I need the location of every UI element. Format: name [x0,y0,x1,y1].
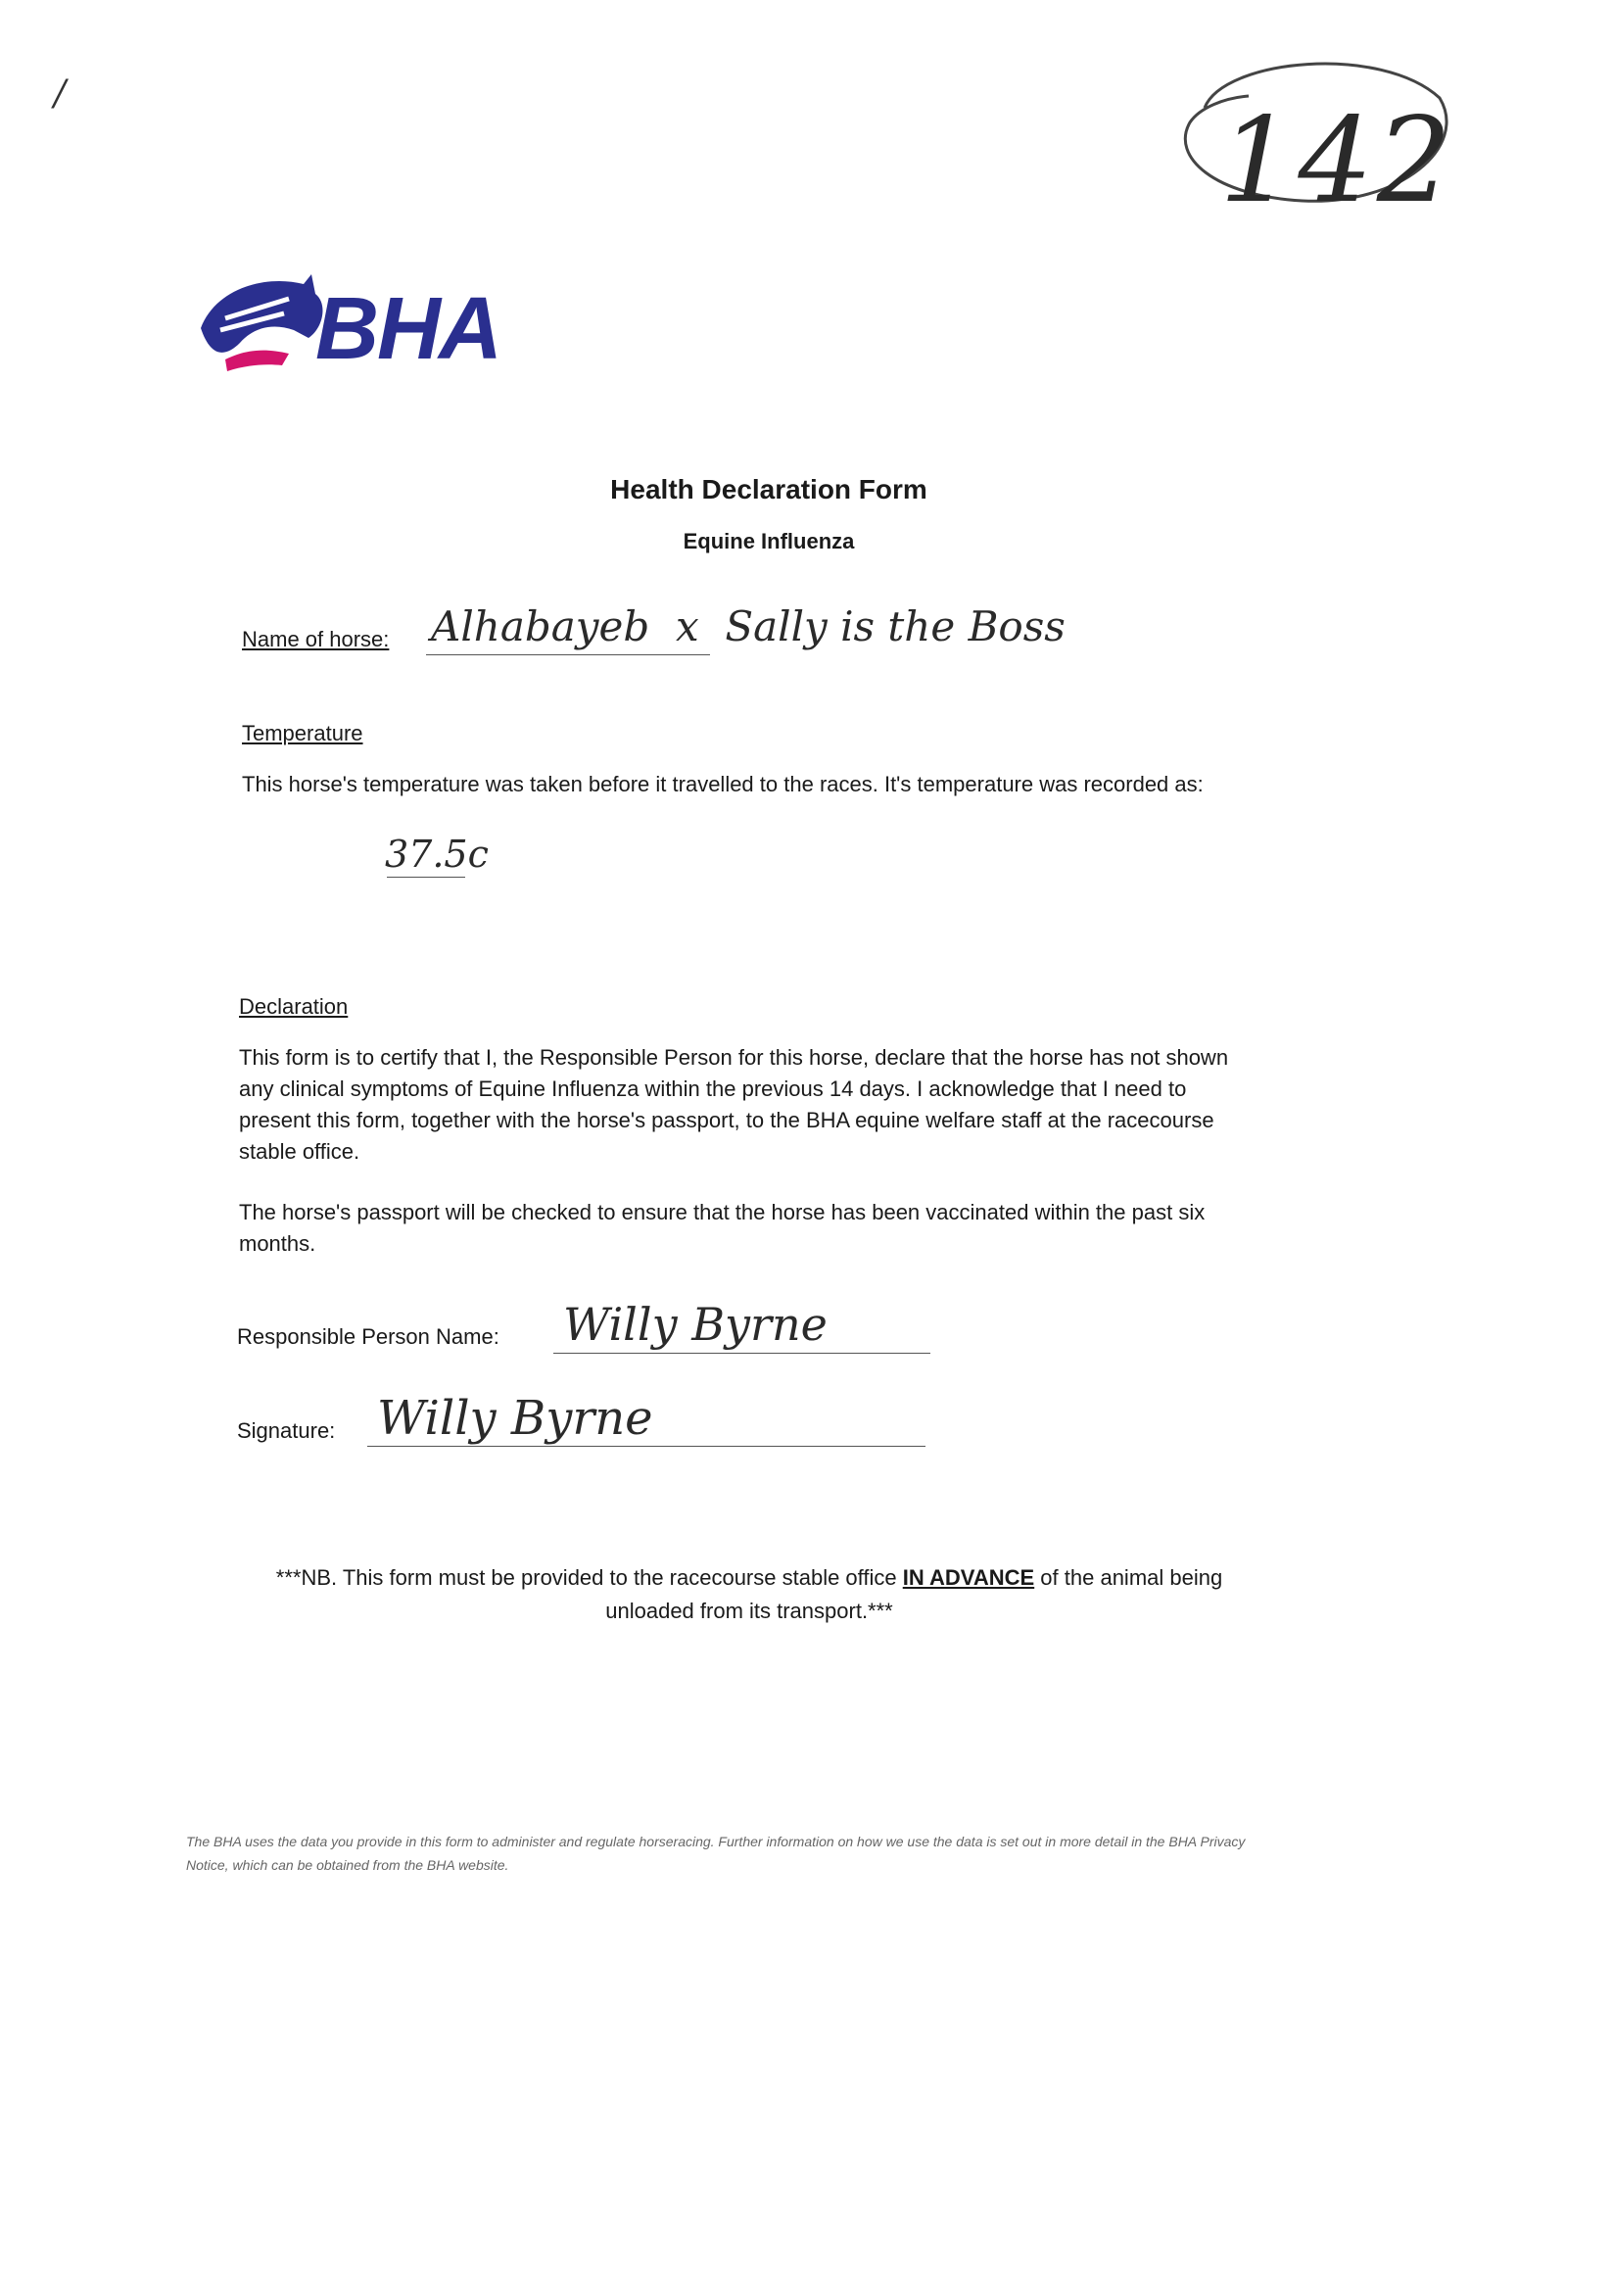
responsible-person-label: Responsible Person Name: [237,1324,499,1349]
bha-logo-text: BHA [315,280,500,378]
declaration-paragraph-2: The horse's passport will be checked to ensure that the horse has been vaccinated within the past six months. [239,1200,1206,1256]
signature-label: Signature: [237,1418,336,1443]
temperature-value[interactable]: 37.5c [385,833,489,876]
responsible-person-value[interactable]: Willy Byrne [563,1298,828,1351]
advance-notice [0,1561,1498,1628]
declaration-paragraph-1: This form is to certify that I, the Responsible Person for this horse, declare that the horse has not shown any clinical symptoms of Equine Influenza within the previous 14 days. I acknowledge that I need to present this form, together with the horse's passport, to the BHA equine welfare staff at the racecourse stable office. [239,1045,1229,1164]
page-number: 142 [1219,93,1456,229]
temperature-heading: Temperature [242,721,363,745]
form-subtitle: Equine Influenza [683,529,855,553]
temperature-line [387,877,465,878]
signature-value[interactable]: Willy Byrne [377,1391,653,1446]
horse-name-value[interactable]: Alhabayeb x Sally is the Boss [431,602,1066,650]
horse-name-label: Name of horse: [242,627,390,651]
notice-emphasis: IN ADVANCE [902,1565,1035,1590]
privacy-notice: The BHA uses the data you provide in this form to administer and regulate horseracing. Further information on how we use the data is set out in more detail in the BHA Privacy Notice, which can be obtained from the BHA website. [186,1834,1246,1873]
notice-text-after: of the animal being unloaded from its transport.*** [605,1565,1223,1623]
signature-line [367,1446,925,1447]
notice-text-before: ***NB. This form must be provided to the racecourse stable office [275,1565,903,1590]
temperature-text: This horse's temperature was taken before it travelled to the races. It's temperature was recorded as: [242,772,1204,796]
responsible-person-line [553,1353,930,1354]
form-title: Health Declaration Form [610,474,927,504]
horse-name-line [426,654,710,655]
margin-mark: / [54,73,67,114]
declaration-heading: Declaration [239,994,349,1019]
